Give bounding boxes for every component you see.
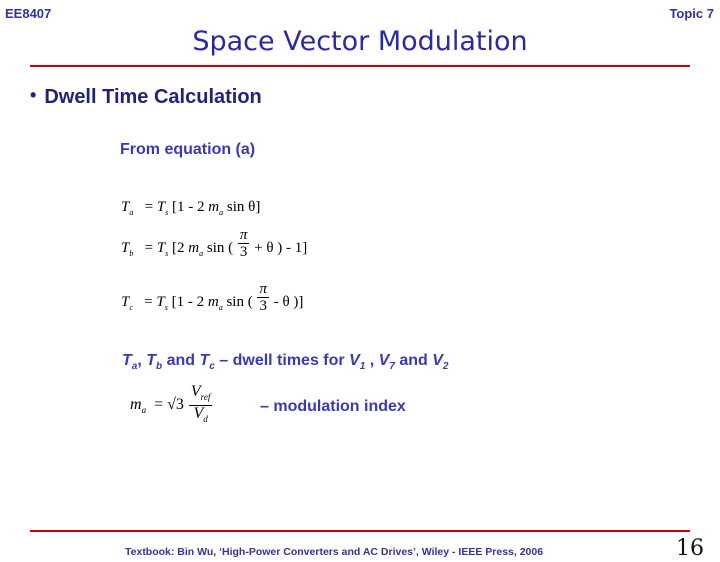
modulation-index-label: – modulation index [260, 398, 406, 415]
dwell-times-description: $T_a$, $T_b$ and $T_c$ – dwell times for $V_1$ , $V_7$ and $V_2$ [122, 352, 449, 373]
slide-title: Space Vector Modulation [192, 26, 528, 57]
equation-tb: $T_b = T_s$ [2 $m_a$ sin ( $\frac{\pi}{3}$ + θ ) - 1] [121, 227, 308, 260]
bullet-icon: • [30, 85, 37, 105]
textbook-reference: Textbook: Bin Wu, ‘High-Power Converters and AC Drives’, Wiley - IEEE Press, 2006 [125, 546, 544, 558]
page-number: 16 [676, 536, 704, 561]
bottom-divider [30, 530, 690, 532]
bullet-text: Dwell Time Calculation [44, 86, 262, 108]
topic-label: Topic 7 [669, 6, 714, 21]
equation-tc: $T_c = T_s$ [1 - 2 $m_a$ sin ( $\frac{\pi}{3}$ - θ )] [121, 281, 304, 314]
from-equation-label: From equation (a) [120, 141, 256, 158]
modulation-index-equation: $m_a = √3$ $\frac{V_{ref}}{V_d}$ [130, 383, 211, 425]
equation-ta: $T_a = T_s$ [1 - 2 $m_a$ sin θ] [121, 199, 261, 217]
course-code: EE8407 [5, 6, 52, 21]
top-divider [30, 65, 690, 67]
bullet-item [30, 86, 262, 109]
